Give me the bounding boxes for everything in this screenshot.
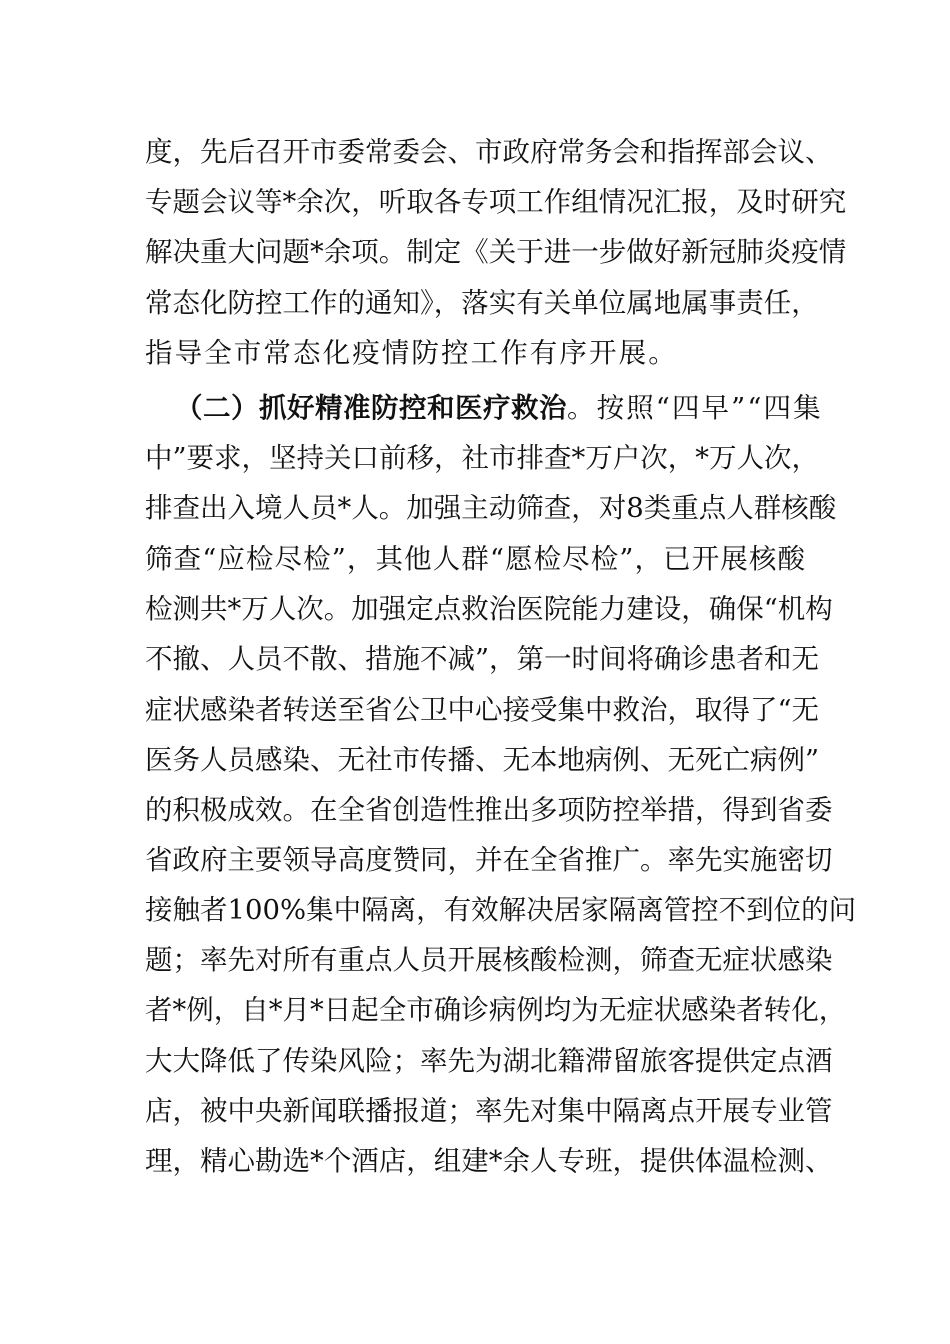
text-line: 症状感染者转送至省公卫中心接受集中救治，取得了“无	[145, 694, 820, 726]
text-line: 不撤、人员不散、措施不减”，第一时间将确诊患者和无	[145, 643, 820, 675]
text-run: 。按照“四早”“四集	[567, 392, 823, 424]
text-line: 度，先后召开市委常委会、市政府常务会和指挥部会议、	[145, 136, 833, 168]
text-line: 医务人员感染、无社市传播、无本地病例、无死亡病例”	[145, 744, 820, 776]
text-line: 排查出入境人员*人。加强主动筛查，对8类重点人群核酸	[145, 492, 837, 524]
text-line: 接触者100%集中隔离，有效解决居家隔离管控不到位的问	[145, 894, 857, 926]
text-line: 题；率先对所有重点人员开展核酸检测，筛查无症状感染	[145, 944, 833, 976]
text-line: 常态化防控工作的通知》，落实有关单位属地属事责任，	[145, 287, 819, 319]
text-line: 中”要求，坚持关口前移，社市排查*万户次，*万人次，	[145, 442, 820, 474]
text-line: 的积极成效。在全省创造性推出多项防控举措，得到省委	[145, 794, 833, 826]
text-line: 指导全市常态化疫情防控工作有序开展。	[145, 337, 678, 369]
text-line: 省政府主要领导高度赞同，并在全省推广。率先实施密切	[145, 844, 833, 876]
text-line: 解决重大问题*余项。制定《关于进一步做好新冠肺炎疫情	[145, 236, 847, 268]
text-line: 者*例，自*月*日起全市确诊病例均为无症状感染者转化，	[145, 994, 847, 1026]
text-line: 理，精心勘选*个酒店，组建*余人专班，提供体温检测、	[145, 1145, 833, 1177]
text-line: 专题会议等*余次，听取各专项工作组情况汇报，及时研究	[145, 186, 847, 218]
text-line: 店，被中央新闻联播报道；率先对集中隔离点开展专业管	[145, 1095, 833, 1127]
text-line: 筛查“应检尽检”，其他人群“愿检尽检”，已开展核酸	[145, 543, 805, 575]
text-line: 检测共*万人次。加强定点救治医院能力建设，确保“机构	[145, 593, 833, 625]
text-line: 大大降低了传染风险；率先为湖北籍滞留旅客提供定点酒	[145, 1045, 833, 1077]
paragraph-first-line	[175, 388, 823, 428]
section-heading: （二）抓好精准防控和医疗救治	[175, 392, 567, 424]
